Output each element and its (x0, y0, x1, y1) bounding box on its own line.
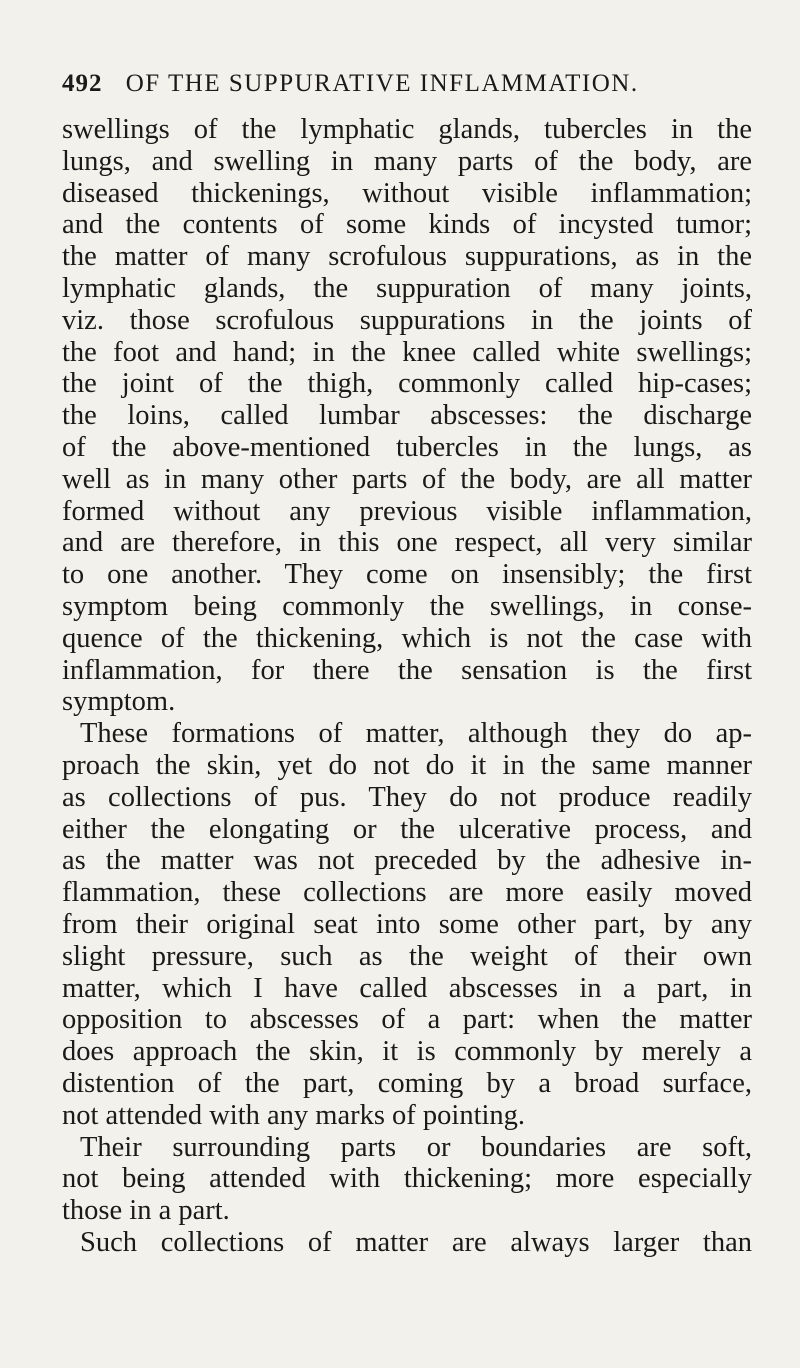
text-line: does approach the skin, it is commonly by merely a (62, 1036, 752, 1068)
text-line: lymphatic glands, the suppuration of many joints, (62, 272, 752, 304)
text-line: quence of the thickening, which is not the case with (62, 622, 752, 654)
text-line: flammation, these collections are more easily moved (62, 877, 752, 909)
text-line: those in a part. (62, 1195, 230, 1227)
text-line: opposition to abscesses of a part: when the matter (62, 1004, 752, 1036)
text-line: to one another. They come on insensibly; the first (62, 559, 752, 591)
text-line: from their original seat into some other part, by any (62, 908, 752, 940)
text-line: not attended with any marks of pointing. (62, 1099, 526, 1131)
text-line: lungs, and swelling in many parts of the body, are (62, 145, 752, 177)
text-line: proach the skin, yet do not do it in the same manner (62, 749, 752, 781)
text-line: the foot and hand; in the knee called white swellings; (62, 336, 752, 368)
text-line: viz. those scrofulous suppurations in the joints of (62, 304, 752, 336)
running-title: OF THE SUPPURATIVE INFLAMMATION. (125, 70, 639, 97)
text-line: and the contents of some kinds of incysted tumor; (62, 209, 752, 241)
text-line: inflammation, for there the sensation is the first (62, 654, 752, 686)
text-line: the matter of many scrofulous suppurations, as in the (62, 241, 752, 273)
text-line: formed without any previous visible inflammation, (62, 495, 752, 527)
text-line: symptom. (62, 686, 176, 718)
body-text (62, 114, 752, 1259)
text-line: the joint of the thigh, commonly called hip-cases; (62, 368, 752, 400)
page-number: 492 (62, 70, 103, 97)
text-line: matter, which I have called abscesses in a part, in (62, 972, 752, 1004)
text-line: not being attended with thickening; more especially (62, 1163, 752, 1195)
text-line: as the matter was not preceded by the adhesive in- (62, 845, 752, 877)
text-line: slight pressure, such as the weight of their own (62, 940, 752, 972)
text-line: These formations of matter, although they do ap- (80, 718, 752, 750)
text-line: symptom being commonly the swellings, in conse- (62, 590, 752, 622)
text-line: swellings of the lymphatic glands, tubercles in the (62, 114, 752, 145)
running-head (62, 66, 740, 102)
text-line: and are therefore, in this one respect, all very similar (62, 527, 752, 559)
text-line: well as in many other parts of the body, are all matter (62, 463, 752, 495)
text-line: diseased thickenings, without visible inflammation; (62, 177, 752, 209)
text-line: Their surrounding parts or boundaries are soft, (80, 1131, 752, 1163)
text-line: Such collections of matter are always larger than (80, 1226, 752, 1258)
text-line: of the above-mentioned tubercles in the lungs, as (62, 431, 752, 463)
text-line: as collections of pus. They do not produce readily (62, 781, 752, 813)
text-line: distention of the part, coming by a broad surface, (62, 1067, 752, 1099)
text-line: the loins, called lumbar abscesses: the discharge (62, 400, 752, 432)
text-line: either the elongating or the ulcerative process, and (62, 813, 752, 845)
